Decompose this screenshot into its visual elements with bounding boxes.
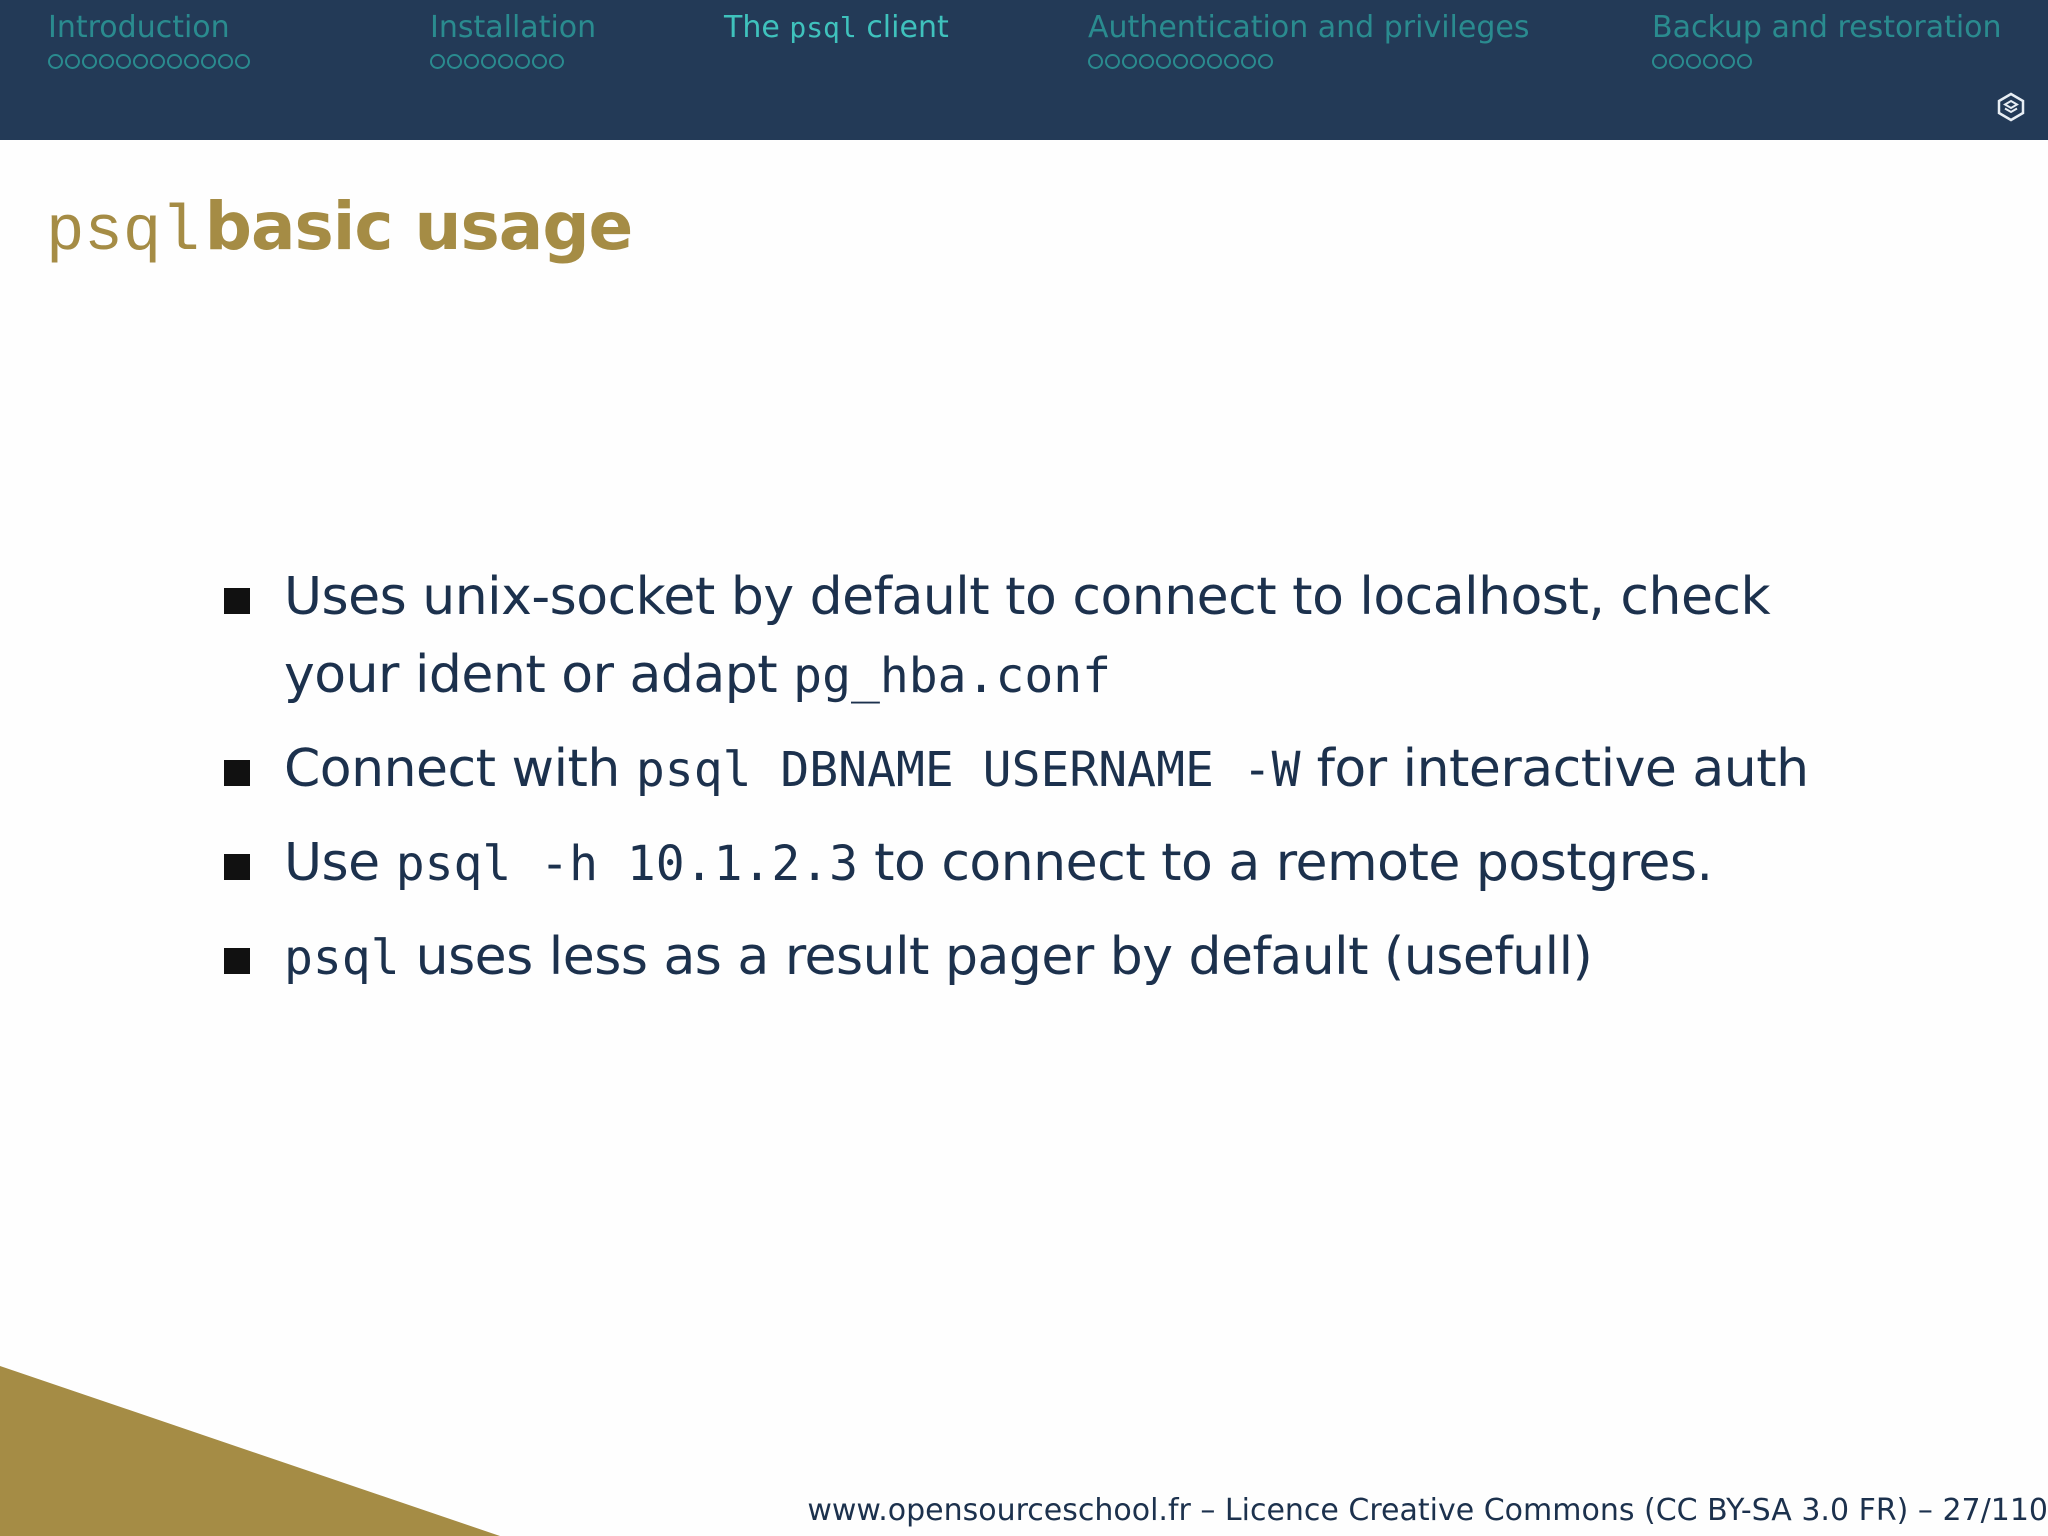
nav-dot[interactable]: [201, 54, 216, 69]
bullet-text: Use: [284, 833, 396, 893]
bullet-item: [222, 918, 1842, 997]
gold-corner-decoration: [0, 1366, 500, 1536]
bullet-list: [222, 558, 1842, 1012]
square-bullet-icon: [224, 854, 250, 880]
nav-label: The psql client: [724, 10, 949, 45]
nav-dot[interactable]: [1669, 54, 1684, 69]
opensourceschool-logo-icon: [1996, 92, 2026, 122]
nav-dot[interactable]: [1139, 54, 1154, 69]
bullet-code: pg_hba.conf: [793, 648, 1112, 704]
nav-label: Installation: [430, 10, 597, 45]
nav-dot[interactable]: [481, 54, 496, 69]
nav-dot[interactable]: [1703, 54, 1718, 69]
nav-dot[interactable]: [1207, 54, 1222, 69]
nav-dot[interactable]: [1652, 54, 1667, 69]
slide-title: [46, 188, 632, 269]
nav-section-backup[interactable]: [1652, 8, 2002, 69]
nav-dot[interactable]: [515, 54, 530, 69]
nav-dot[interactable]: [1737, 54, 1752, 69]
bullet-code: psql: [284, 930, 400, 986]
nav-dot[interactable]: [1105, 54, 1120, 69]
nav-section-installation[interactable]: [430, 8, 596, 69]
nav-dot[interactable]: [447, 54, 462, 69]
nav-section-psql-client[interactable]: [724, 8, 949, 48]
bullet-text: to connect to a remote postgres.: [858, 833, 1713, 893]
nav-dot[interactable]: [1686, 54, 1701, 69]
nav-dot[interactable]: [430, 54, 445, 69]
square-bullet-icon: [224, 948, 250, 974]
nav-dot[interactable]: [133, 54, 148, 69]
nav-dot[interactable]: [99, 54, 114, 69]
nav-dot[interactable]: [218, 54, 233, 69]
square-bullet-icon: [224, 760, 250, 786]
nav-progress-dots: [1088, 54, 1529, 69]
nav-progress-dots: [430, 54, 596, 69]
nav-label: Backup and restoration: [1652, 10, 2002, 45]
nav-dot[interactable]: [235, 54, 250, 69]
bullet-text: Connect with: [284, 739, 636, 799]
bullet-code: psql -h 10.1.2.3: [395, 836, 859, 892]
nav-dot[interactable]: [1241, 54, 1256, 69]
nav-dot[interactable]: [1173, 54, 1188, 69]
nav-progress-dots: [1652, 54, 2002, 69]
nav-dot[interactable]: [1122, 54, 1137, 69]
nav-dot[interactable]: [1156, 54, 1171, 69]
nav-label: Authentication and privileges: [1088, 10, 1530, 45]
slide-footer: www.opensourceschool.fr – Licence Creative Commons (CC BY-SA 3.0 FR) – 27/110: [807, 1493, 2048, 1528]
slide-title-text: basic usage: [204, 188, 633, 265]
nav-dot[interactable]: [464, 54, 479, 69]
nav-dot[interactable]: [150, 54, 165, 69]
bullet-item: [222, 730, 1842, 809]
nav-dot[interactable]: [549, 54, 564, 69]
nav-dot[interactable]: [1224, 54, 1239, 69]
nav-dot[interactable]: [1088, 54, 1103, 69]
bullet-code: psql DBNAME USERNAME -W: [635, 742, 1301, 798]
bullet-item: [222, 824, 1842, 903]
nav-label: Introduction: [48, 10, 230, 45]
nav-dot[interactable]: [48, 54, 63, 69]
square-bullet-icon: [224, 588, 250, 614]
nav-dot[interactable]: [1258, 54, 1273, 69]
nav-progress-dots: [48, 54, 251, 69]
nav-dot[interactable]: [1720, 54, 1735, 69]
bullet-item: [222, 558, 1842, 715]
nav-dot[interactable]: [498, 54, 513, 69]
nav-dot[interactable]: [532, 54, 547, 69]
bullet-text: for interactive auth: [1300, 739, 1809, 799]
nav-section-authentication[interactable]: [1088, 8, 1529, 69]
slide-title-code: psql: [46, 197, 200, 269]
bullet-text: uses less as a result pager by default (usefull): [399, 927, 1593, 987]
section-navbar: [0, 0, 2048, 140]
nav-dot[interactable]: [184, 54, 199, 69]
nav-dot[interactable]: [116, 54, 131, 69]
nav-dot[interactable]: [82, 54, 97, 69]
nav-dot[interactable]: [1190, 54, 1205, 69]
nav-dot[interactable]: [65, 54, 80, 69]
nav-dot[interactable]: [167, 54, 182, 69]
bullet-text: Uses unix-socket by default to connect to localhost, check your ident or adapt: [284, 567, 1771, 705]
nav-section-introduction[interactable]: [48, 8, 251, 69]
